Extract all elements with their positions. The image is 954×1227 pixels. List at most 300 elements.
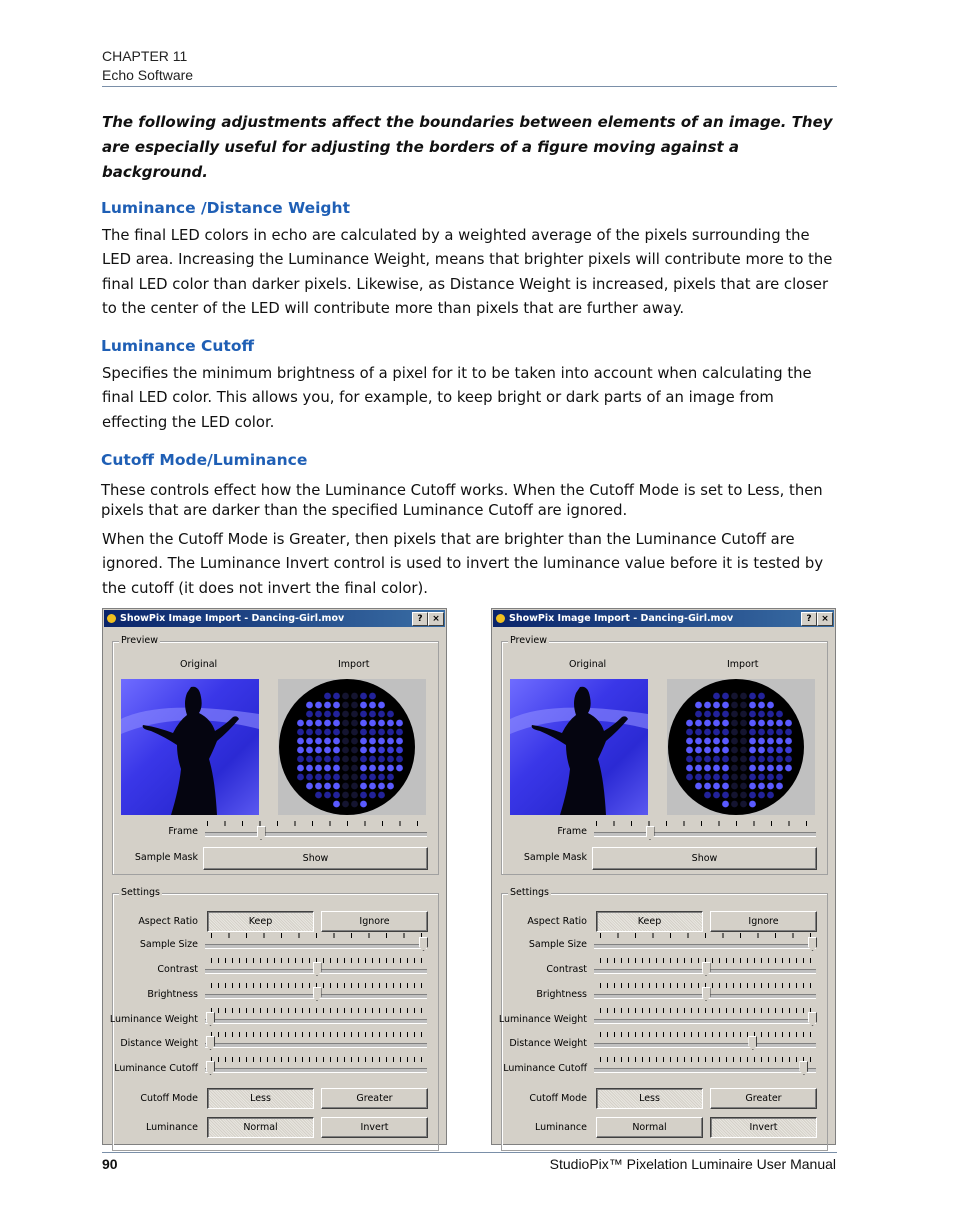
led-dot <box>713 774 720 781</box>
luminance-cutoff-label: Luminance Cutoff <box>114 1063 198 1074</box>
led-dot <box>740 756 747 763</box>
led-dot <box>351 801 358 808</box>
led-dot <box>704 702 711 709</box>
led-dot <box>396 747 403 754</box>
led-dot <box>315 702 322 709</box>
led-dot <box>315 774 322 781</box>
led-dot <box>369 747 376 754</box>
led-dot <box>722 693 729 700</box>
led-dot <box>713 693 720 700</box>
led-dot <box>342 729 349 736</box>
original-preview-image <box>510 679 648 815</box>
led-dot <box>369 720 376 727</box>
greater-button[interactable]: Greater <box>321 1088 428 1109</box>
brightness-label: Brightness <box>147 989 198 1000</box>
led-dot <box>695 774 702 781</box>
led-dot <box>767 765 774 772</box>
led-dot <box>758 711 765 718</box>
led-dot <box>767 729 774 736</box>
led-dot <box>342 720 349 727</box>
led-dot <box>396 729 403 736</box>
led-dot <box>695 747 702 754</box>
led-dot <box>758 765 765 772</box>
led-dot <box>396 738 403 745</box>
distance-weight-slider-track <box>594 1043 816 1048</box>
frame-slider-track <box>205 832 427 837</box>
led-dot <box>360 765 367 772</box>
led-dot <box>333 738 340 745</box>
section-heading-luminance-cutoff: Luminance Cutoff <box>101 337 255 355</box>
led-dot <box>767 702 774 709</box>
led-dot <box>722 765 729 772</box>
less-button[interactable]: Less <box>207 1088 314 1109</box>
led-dot <box>324 747 331 754</box>
led-dot <box>776 729 783 736</box>
preview-group-label: Preview <box>510 635 547 646</box>
led-dot <box>333 783 340 790</box>
led-dot <box>695 783 702 790</box>
luminance-cutoff-label: Luminance Cutoff <box>503 1063 587 1074</box>
luminance-weight-slider-track <box>205 1019 427 1024</box>
led-dot <box>351 747 358 754</box>
led-dot <box>776 783 783 790</box>
distance-weight-label: Distance Weight <box>120 1038 198 1049</box>
led-dot <box>360 702 367 709</box>
led-dot <box>351 783 358 790</box>
led-dot <box>722 792 729 799</box>
led-dot <box>749 756 756 763</box>
luminance-weight-slider-track <box>594 1019 816 1024</box>
intro-text: The following adjustments affect the boundaries between elements of an image. They are especially useful for adjusting the borders of a figure moving against a background. <box>102 113 833 181</box>
preview-group-label: Preview <box>121 635 158 646</box>
led-dot <box>324 711 331 718</box>
app-icon <box>496 614 505 623</box>
led-dot <box>342 765 349 772</box>
led-dot <box>749 720 756 727</box>
sample-size-slider-track <box>594 944 816 949</box>
led-dot <box>378 792 385 799</box>
led-dot <box>342 801 349 808</box>
led-dot <box>387 711 394 718</box>
led-dot <box>369 693 376 700</box>
dialog-titlebar <box>104 610 445 627</box>
normal-button[interactable]: Normal <box>207 1117 314 1138</box>
led-dot <box>342 711 349 718</box>
led-dot <box>306 747 313 754</box>
led-dot <box>342 792 349 799</box>
led-dot <box>351 711 358 718</box>
luminance-label: Luminance <box>535 1122 587 1133</box>
led-dot <box>713 783 720 790</box>
sample-size-ticks <box>211 933 423 938</box>
led-dot <box>740 792 747 799</box>
led-dot <box>686 738 693 745</box>
led-dot <box>740 693 747 700</box>
led-dot <box>758 756 765 763</box>
led-dot <box>704 765 711 772</box>
led-dot <box>767 783 774 790</box>
led-dot <box>731 792 738 799</box>
aspect-ratio-label: Aspect Ratio <box>527 916 587 927</box>
led-dot <box>686 765 693 772</box>
led-dot <box>333 711 340 718</box>
led-dot <box>342 693 349 700</box>
section-body-cutoff-mode-2: When the Cutoff Mode is Greater, then pixels that are brighter than the Luminance Cutoff are ignored. The Luminance Invert control is used to invert the luminance value before it is tested by the cutoff (it does not invert the final color). <box>102 531 824 597</box>
led-dot <box>785 765 792 772</box>
original-preview-image <box>121 679 259 815</box>
led-dot <box>369 738 376 745</box>
led-dot <box>306 765 313 772</box>
less-button[interactable]: Less <box>596 1088 703 1109</box>
aspect-ratio-label: Aspect Ratio <box>138 916 198 927</box>
led-dot <box>351 720 358 727</box>
led-dot <box>369 756 376 763</box>
led-dot <box>704 774 711 781</box>
led-dot <box>342 738 349 745</box>
led-dot <box>306 774 313 781</box>
running-header <box>102 47 193 85</box>
led-dot <box>713 756 720 763</box>
led-dot <box>695 720 702 727</box>
distance-weight-label: Distance Weight <box>509 1038 587 1049</box>
led-dot <box>333 756 340 763</box>
led-dot <box>758 747 765 754</box>
led-dot <box>360 738 367 745</box>
led-dot <box>333 720 340 727</box>
show-button[interactable]: Show <box>592 847 817 870</box>
led-dot <box>749 747 756 754</box>
led-dot <box>360 720 367 727</box>
distance-weight-ticks <box>600 1032 812 1037</box>
led-dot <box>767 747 774 754</box>
led-dot <box>785 738 792 745</box>
invert-button[interactable]: Invert <box>710 1117 817 1138</box>
cutoff-mode-label: Cutoff Mode <box>529 1093 587 1104</box>
dialog-titlebar <box>493 610 834 627</box>
import-dialog-2 <box>491 608 836 1145</box>
contrast-label: Contrast <box>546 964 587 975</box>
header-rule <box>102 86 837 87</box>
led-dot <box>713 729 720 736</box>
led-dot <box>378 747 385 754</box>
led-dot <box>695 702 702 709</box>
led-dot <box>324 774 331 781</box>
frame-label: Frame <box>168 826 198 837</box>
close-button[interactable]: × <box>817 612 833 626</box>
led-dot <box>378 756 385 763</box>
led-dot <box>740 738 747 745</box>
invert-button[interactable]: Invert <box>321 1117 428 1138</box>
led-dot <box>785 729 792 736</box>
led-dot <box>342 756 349 763</box>
led-dot <box>731 756 738 763</box>
led-dot <box>360 756 367 763</box>
import-dialog-1 <box>102 608 447 1145</box>
led-dot <box>324 693 331 700</box>
led-dot <box>713 711 720 718</box>
led-dot <box>387 738 394 745</box>
led-dot <box>686 774 693 781</box>
led-dot <box>315 747 322 754</box>
led-dot <box>722 711 729 718</box>
led-dot <box>360 801 367 808</box>
led-dot <box>758 720 765 727</box>
led-dot <box>713 720 720 727</box>
led-dot <box>351 693 358 700</box>
led-dot <box>306 711 313 718</box>
led-dot <box>315 783 322 790</box>
led-dot <box>360 729 367 736</box>
led-dot <box>306 738 313 745</box>
led-dot <box>722 756 729 763</box>
led-dot <box>378 774 385 781</box>
led-dot <box>369 783 376 790</box>
led-dot <box>324 738 331 745</box>
led-dot <box>749 792 756 799</box>
settings-group-label: Settings <box>510 887 549 898</box>
led-dot <box>713 738 720 745</box>
led-dot <box>351 774 358 781</box>
led-dot <box>722 729 729 736</box>
led-dot <box>767 756 774 763</box>
led-dot <box>713 765 720 772</box>
help-button[interactable]: ? <box>412 612 428 626</box>
keep-button[interactable]: Keep <box>207 911 314 932</box>
led-dot <box>333 774 340 781</box>
led-dot <box>297 738 304 745</box>
section-heading-cutoff-mode: Cutoff Mode/Luminance <box>101 451 308 469</box>
led-dot <box>378 711 385 718</box>
led-dot <box>695 756 702 763</box>
led-dot <box>342 702 349 709</box>
led-dot <box>378 765 385 772</box>
led-dot <box>722 702 729 709</box>
led-dot <box>776 711 783 718</box>
led-dot <box>369 765 376 772</box>
luminance-cutoff-slider-track <box>594 1068 816 1073</box>
led-dot <box>351 765 358 772</box>
led-dot <box>740 720 747 727</box>
led-dot <box>333 801 340 808</box>
led-dot <box>695 711 702 718</box>
led-dot <box>315 756 322 763</box>
led-dot <box>360 711 367 718</box>
normal-button[interactable]: Normal <box>596 1117 703 1138</box>
led-dot <box>324 765 331 772</box>
led-dot <box>297 720 304 727</box>
led-dot <box>740 801 747 808</box>
led-dot <box>722 720 729 727</box>
ignore-button[interactable]: Ignore <box>710 911 817 932</box>
led-dot <box>378 702 385 709</box>
led-dot <box>315 792 322 799</box>
led-dot <box>333 729 340 736</box>
led-dot <box>713 792 720 799</box>
led-dot <box>387 756 394 763</box>
chapter-title: Echo Software <box>102 67 194 83</box>
close-button[interactable]: × <box>428 612 444 626</box>
led-dot <box>749 801 756 808</box>
led-dot <box>749 783 756 790</box>
app-icon <box>107 614 116 623</box>
led-dot <box>333 792 340 799</box>
led-dot <box>387 720 394 727</box>
led-dot <box>731 711 738 718</box>
led-dot <box>740 774 747 781</box>
led-dot <box>315 738 322 745</box>
dialog-title: ShowPix Image Import - Dancing-Girl.mov <box>120 613 345 624</box>
ignore-button[interactable]: Ignore <box>321 911 428 932</box>
led-dot <box>713 747 720 754</box>
led-dot <box>351 792 358 799</box>
led-dot <box>758 693 765 700</box>
led-dot <box>369 711 376 718</box>
led-dot <box>749 729 756 736</box>
led-dot <box>740 711 747 718</box>
frame-label: Frame <box>557 826 587 837</box>
chapter-number: CHAPTER 11 <box>102 48 188 64</box>
luminance-cutoff-ticks <box>211 1057 423 1062</box>
footer-rule <box>102 1152 837 1153</box>
greater-button[interactable]: Greater <box>710 1088 817 1109</box>
led-dot <box>713 702 720 709</box>
import-preview-frame <box>667 679 815 815</box>
dancer-silhouette <box>510 679 648 815</box>
led-dot <box>695 729 702 736</box>
led-dot <box>396 720 403 727</box>
led-dot <box>731 765 738 772</box>
led-dot <box>360 783 367 790</box>
section-heading-luminance-distance-weight: Luminance /Distance Weight <box>101 199 350 217</box>
led-dot <box>378 783 385 790</box>
led-dot <box>360 774 367 781</box>
led-dot <box>324 756 331 763</box>
led-dot <box>749 774 756 781</box>
sample-mask-label: Sample Mask <box>134 852 198 863</box>
led-dot <box>776 756 783 763</box>
led-dot <box>758 783 765 790</box>
led-dot <box>776 720 783 727</box>
led-dot <box>351 729 358 736</box>
distance-weight-slider-track <box>205 1043 427 1048</box>
led-dot <box>387 747 394 754</box>
led-dot <box>378 720 385 727</box>
led-dot <box>686 756 693 763</box>
led-dot <box>333 765 340 772</box>
led-dot <box>767 720 774 727</box>
led-dot <box>297 729 304 736</box>
led-dot <box>740 729 747 736</box>
led-dot <box>731 693 738 700</box>
led-dot <box>704 747 711 754</box>
led-dot <box>387 765 394 772</box>
led-dot <box>306 729 313 736</box>
led-dot <box>342 774 349 781</box>
led-dot <box>776 738 783 745</box>
sample-size-label: Sample Size <box>139 939 198 950</box>
led-dot <box>324 783 331 790</box>
led-dot <box>369 792 376 799</box>
led-dot <box>731 774 738 781</box>
import-label: Import <box>338 659 370 670</box>
original-label: Original <box>569 659 607 670</box>
led-dot <box>749 711 756 718</box>
led-dot <box>758 702 765 709</box>
led-dot <box>351 738 358 745</box>
led-dot <box>767 792 774 799</box>
led-dot <box>704 792 711 799</box>
led-dot <box>297 747 304 754</box>
led-dot <box>387 783 394 790</box>
led-dot <box>767 738 774 745</box>
led-dot <box>324 720 331 727</box>
led-dot <box>306 756 313 763</box>
led-dot <box>686 747 693 754</box>
import-preview-frame <box>278 679 426 815</box>
led-dot <box>387 729 394 736</box>
led-dot <box>297 774 304 781</box>
brightness-label: Brightness <box>536 989 587 1000</box>
led-dot <box>731 783 738 790</box>
led-dot <box>695 738 702 745</box>
led-dot <box>731 738 738 745</box>
led-dot <box>731 801 738 808</box>
led-dot <box>306 720 313 727</box>
section-body-luminance-distance-weight: The final LED colors in echo are calculated by a weighted average of the pixels surrounding the LED area. Increasing the Luminance Weight, means that brighter pixels will contribute more to the final LED color than darker pixels. Likewise, as Distance Weight is increased, pixels that are closer to the center of the LED will contribute more than pixels that are further away. <box>102 227 833 318</box>
led-dot <box>324 729 331 736</box>
led-dot <box>758 729 765 736</box>
led-dot <box>387 774 394 781</box>
help-button[interactable]: ? <box>801 612 817 626</box>
frame-ticks <box>596 821 816 826</box>
led-dot <box>360 792 367 799</box>
luminance-weight-label: Luminance Weight <box>109 1014 198 1025</box>
sample-size-slider-track <box>205 944 427 949</box>
led-dot <box>315 720 322 727</box>
distance-weight-ticks <box>211 1032 423 1037</box>
led-dot <box>686 729 693 736</box>
led-dot <box>306 702 313 709</box>
led-dot <box>731 729 738 736</box>
led-dot <box>333 693 340 700</box>
led-dot <box>360 693 367 700</box>
led-dot <box>749 702 756 709</box>
keep-button[interactable]: Keep <box>596 911 703 932</box>
led-dot <box>342 747 349 754</box>
led-dot <box>731 702 738 709</box>
led-dot <box>740 765 747 772</box>
led-dot <box>704 738 711 745</box>
led-dot <box>722 801 729 808</box>
dancer-silhouette <box>121 679 259 815</box>
led-dot <box>722 747 729 754</box>
led-dot <box>767 711 774 718</box>
led-dot <box>704 711 711 718</box>
led-dot <box>378 738 385 745</box>
frame-ticks <box>207 821 427 826</box>
show-button[interactable]: Show <box>203 847 428 870</box>
led-dot <box>740 747 747 754</box>
led-dot <box>749 693 756 700</box>
led-dot <box>758 774 765 781</box>
led-dot <box>324 792 331 799</box>
led-dot <box>785 756 792 763</box>
led-dot <box>758 738 765 745</box>
led-dot <box>369 729 376 736</box>
led-dot <box>722 783 729 790</box>
manual-title: StudioPix™ Pixelation Luminaire User Manual <box>549 1156 836 1172</box>
sample-size-label: Sample Size <box>528 939 587 950</box>
